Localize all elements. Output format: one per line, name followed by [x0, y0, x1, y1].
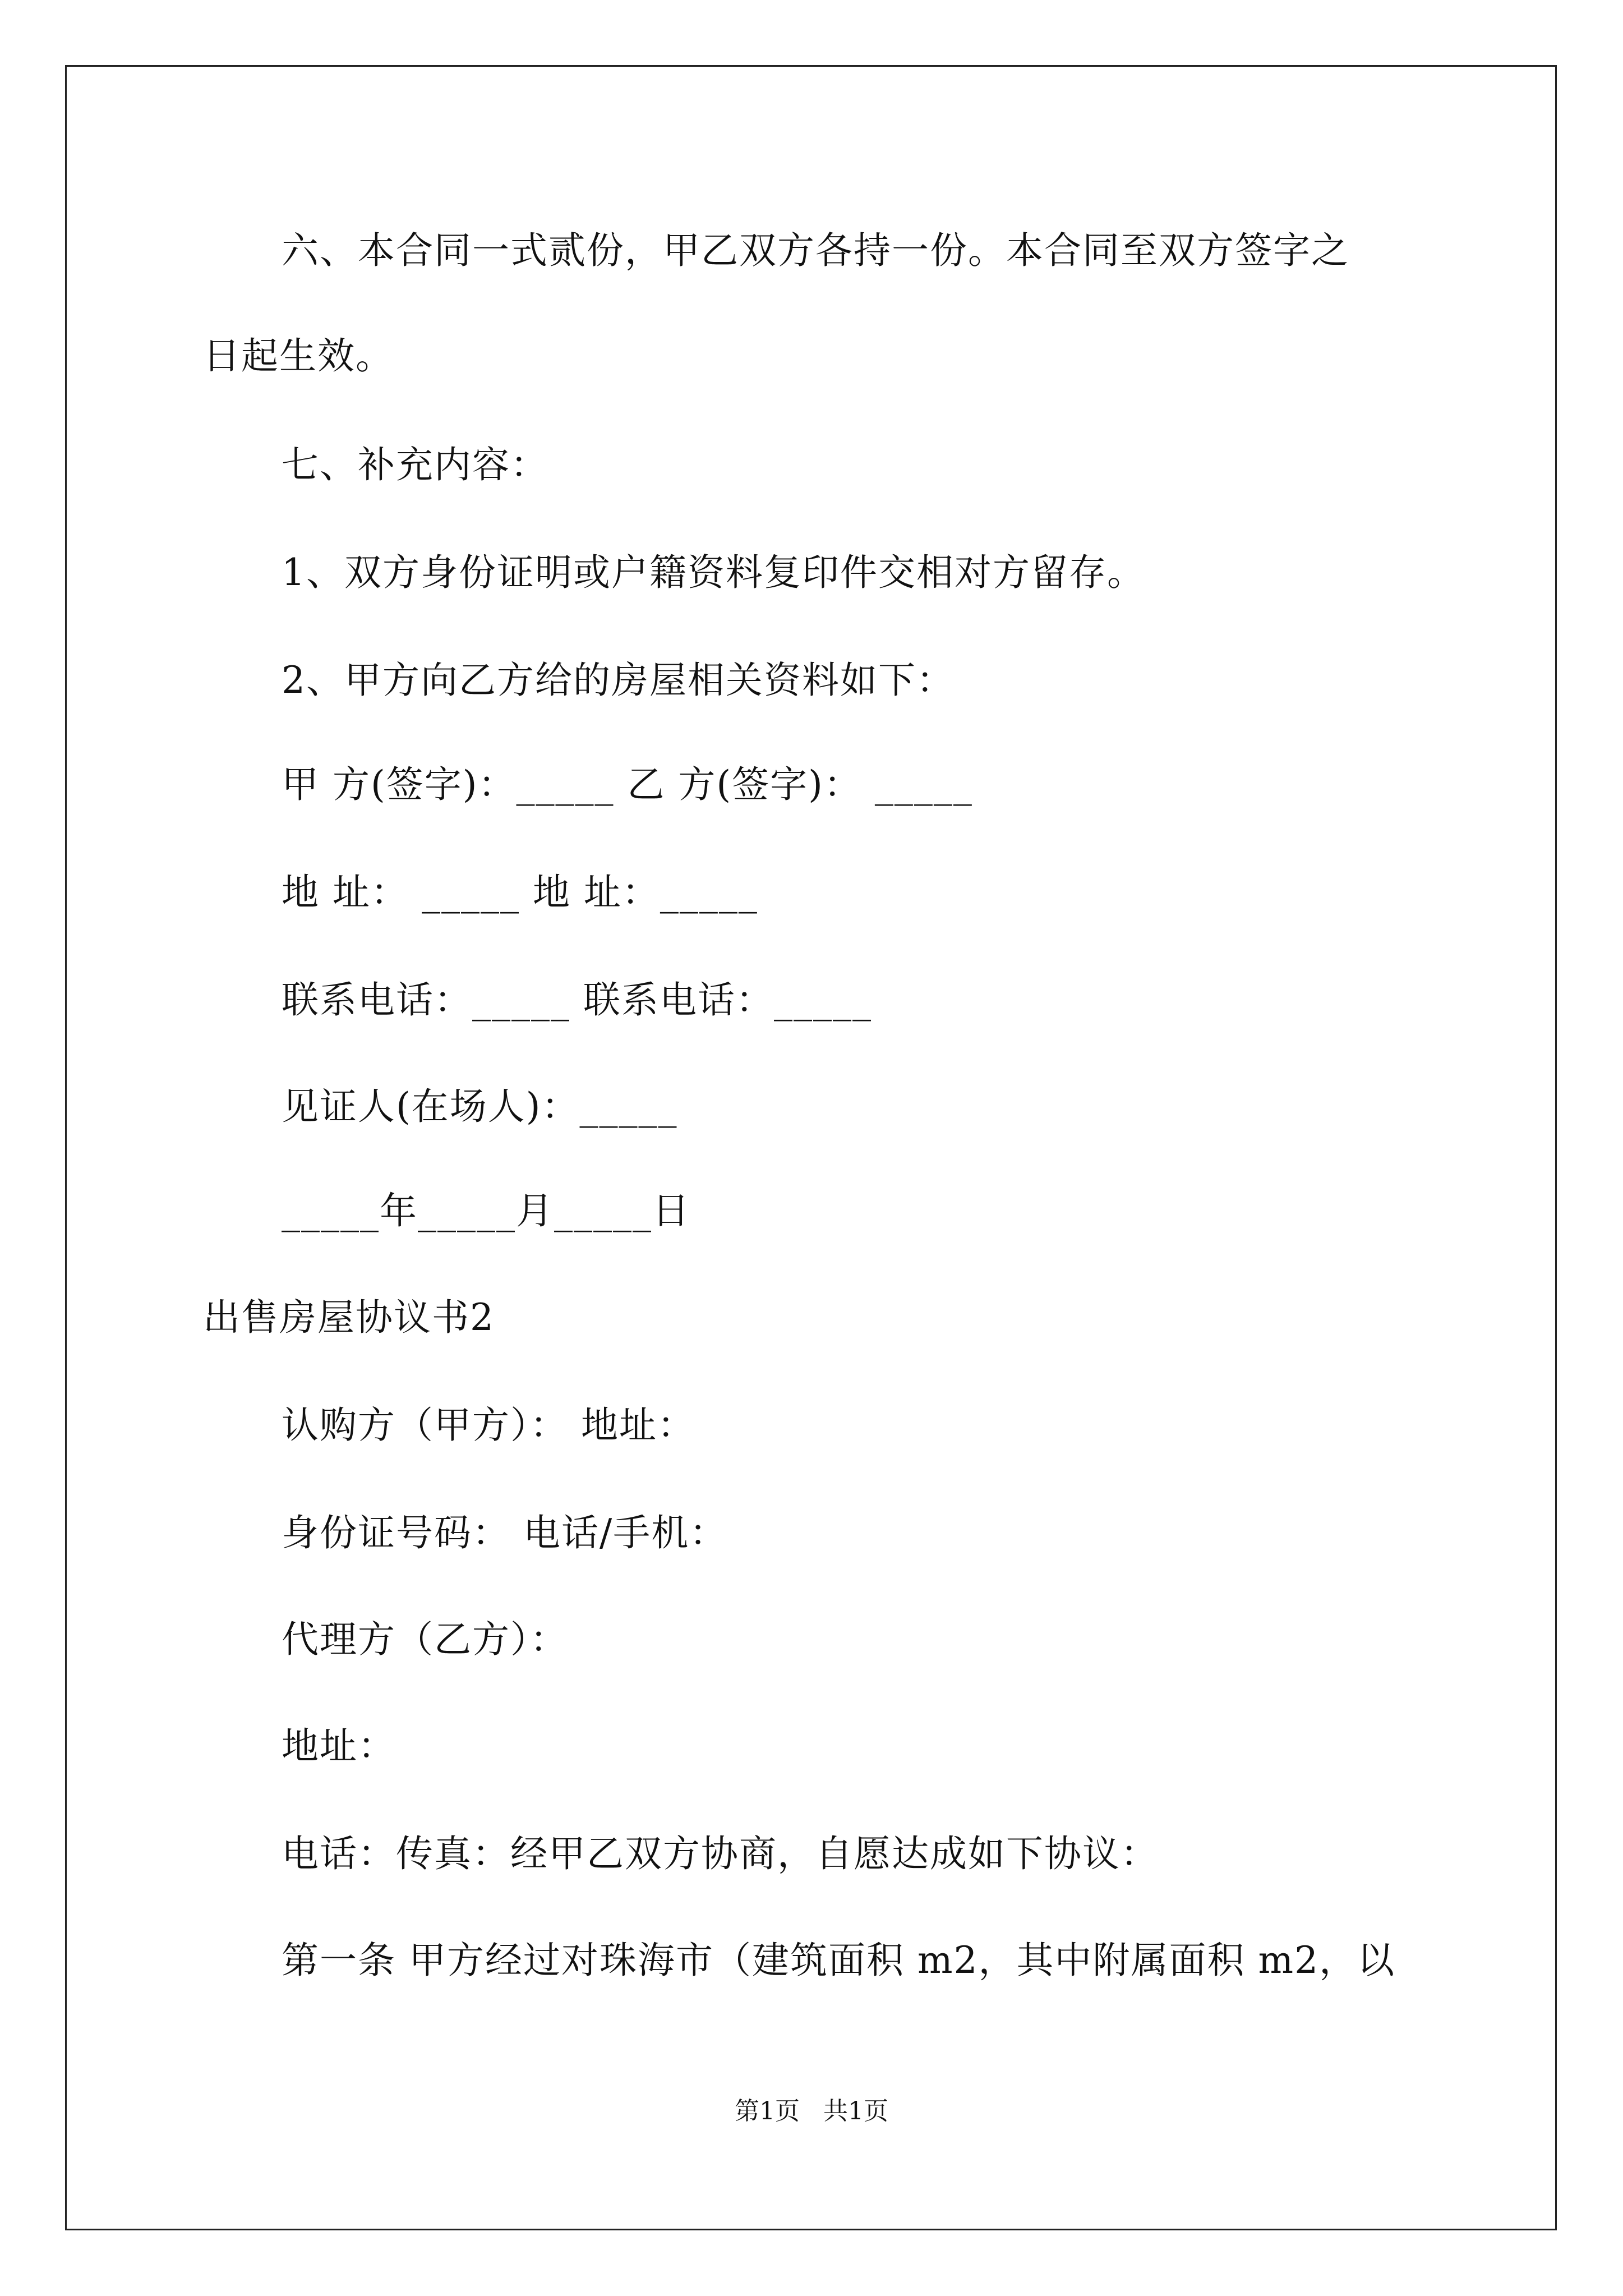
address-line: 地 址： _____ 地 址：_____: [282, 871, 758, 914]
clause-seven-heading: 七、补充内容：: [282, 443, 548, 486]
agent-address-line: 地址：: [282, 1724, 396, 1768]
agreement-intro-line: 电话：传真：经甲乙双方协商，自愿达成如下协议：: [282, 1832, 1159, 1875]
buyer-line: 认购方（甲方）： 地址：: [282, 1404, 695, 1447]
article-one-line: 第一条 甲方经过对珠海市（建筑面积 m2，其中附属面积 m2，以: [282, 1939, 1396, 1982]
clause-six-line-2: 日起生效。: [203, 334, 394, 378]
page-footer: 第1页 共1页: [735, 2097, 888, 2125]
witness-line: 见证人(在场人)：_____: [282, 1085, 678, 1128]
id-number-line: 身份证号码： 电话/手机：: [282, 1511, 728, 1554]
section-title: 出售房屋协议书2: [203, 1296, 495, 1339]
supplement-item-2: 2、甲方向乙方给的房屋相关资料如下：: [282, 659, 955, 702]
agent-line: 代理方（乙方）：: [282, 1618, 568, 1661]
signature-line: 甲 方(签字)：_____ 乙 方(签字)： _____: [282, 763, 973, 806]
supplement-item-1: 1、双方身份证明或户籍资料复印件交相对方留存。: [282, 551, 1145, 594]
clause-six-line-1: 六、本合同一式贰份，甲乙双方各持一份。本合同至双方签字之: [282, 229, 1349, 272]
date-line: _____年_____月_____日: [282, 1189, 690, 1232]
phone-line: 联系电话：_____ 联系电话：_____: [282, 978, 872, 1022]
page-border: [65, 65, 1557, 2230]
